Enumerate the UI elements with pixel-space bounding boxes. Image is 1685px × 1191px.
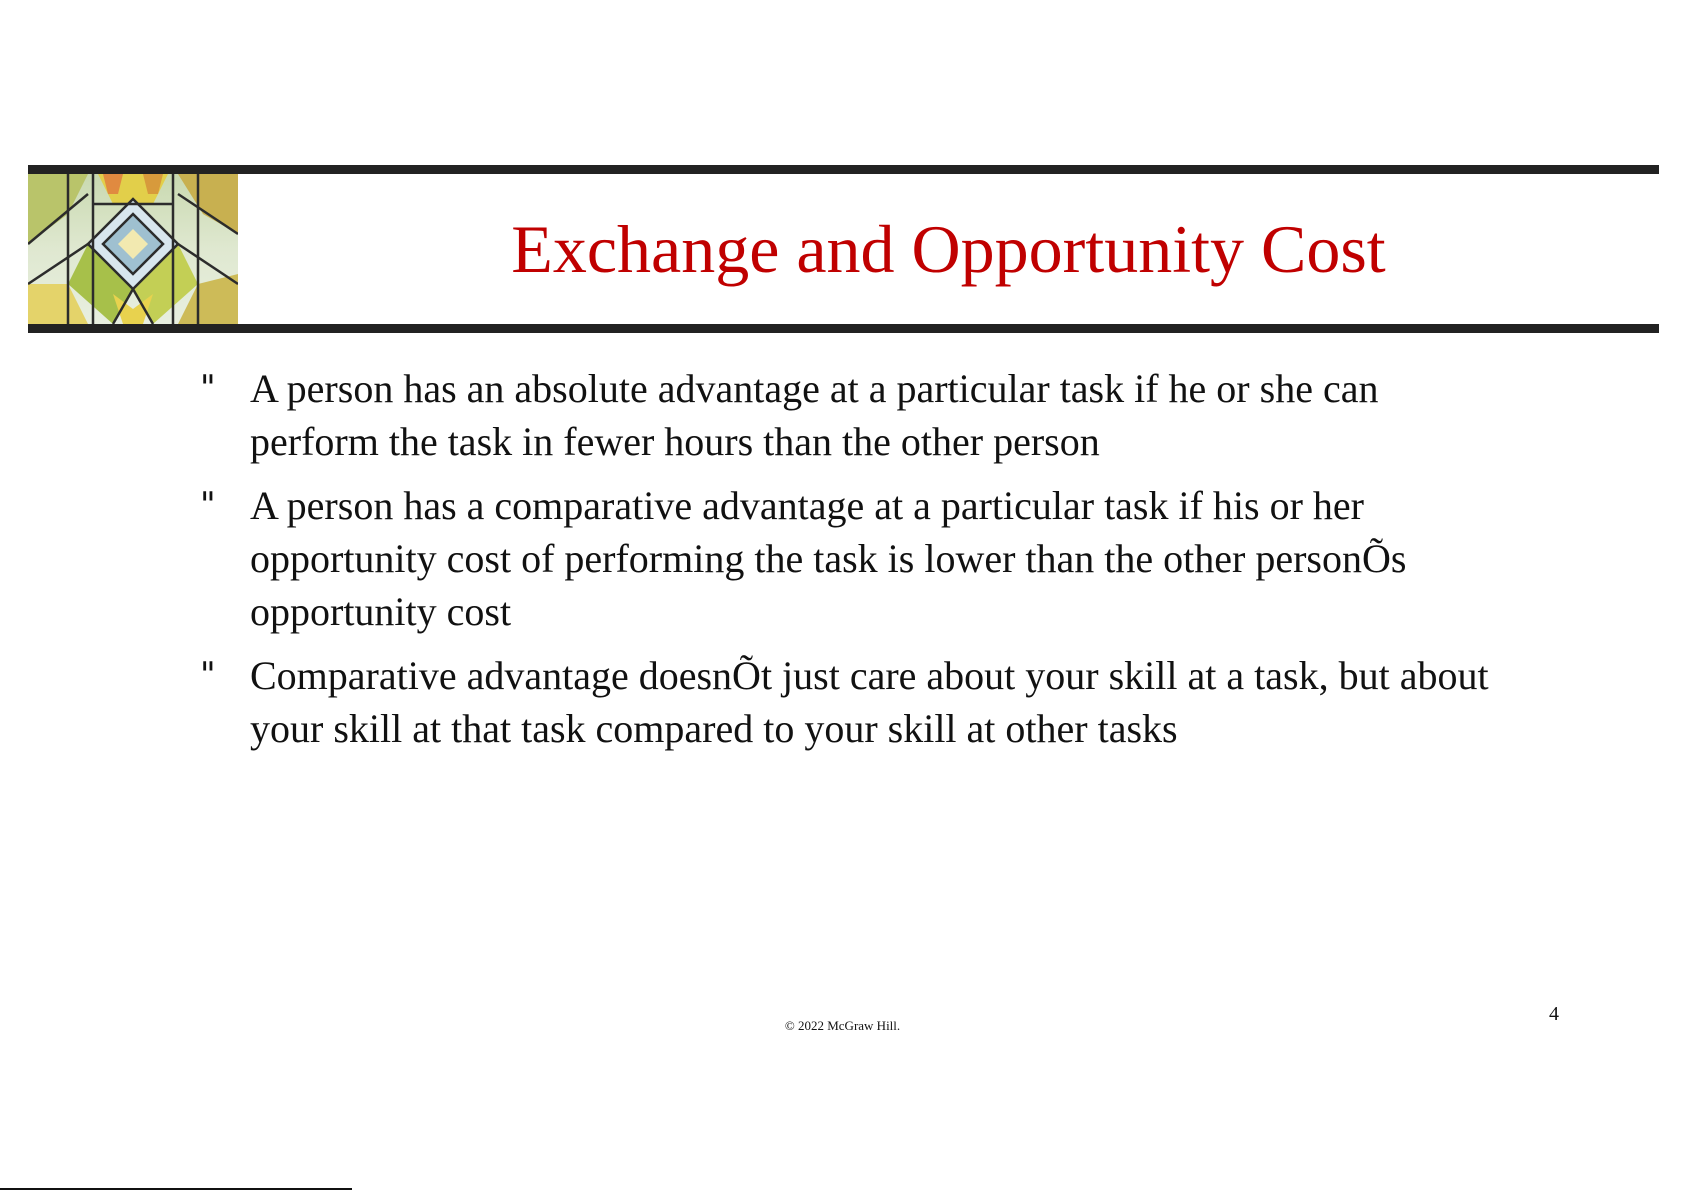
stained-glass-art — [28, 174, 238, 324]
bullet-marker: " — [200, 655, 216, 695]
bullet-item — [200, 479, 1500, 638]
slide-header — [28, 165, 1659, 333]
footer-rule — [0, 1188, 352, 1190]
copyright-notice: © 2022 McGraw Hill. — [784, 1018, 901, 1033]
bullet-text: A person has an absolute advantage at a particular task if he or she can perform the task in fewer hours than the other person — [250, 366, 1379, 464]
bullet-marker: " — [200, 485, 216, 525]
bullet-marker: " — [200, 368, 216, 408]
header-top-rule — [28, 165, 1659, 174]
bullet-text: A person has a comparative advantage at a particular task if his or her opportunity cost of performing the task is lower than the other personÕs opportunity cost — [250, 483, 1407, 634]
header-bottom-rule — [28, 324, 1659, 333]
bullet-list — [200, 362, 1500, 766]
bullet-item — [200, 362, 1500, 468]
bullet-text: Comparative advantage doesnÕt just care about your skill at a task, but about your skill at that task compared to your skill at other tasks — [250, 653, 1489, 751]
page-number: 4 — [1549, 1003, 1559, 1025]
stained-glass-image — [28, 174, 238, 324]
bullet-item — [200, 649, 1500, 755]
slide-title: Exchange and Opportunity Cost — [511, 211, 1386, 287]
